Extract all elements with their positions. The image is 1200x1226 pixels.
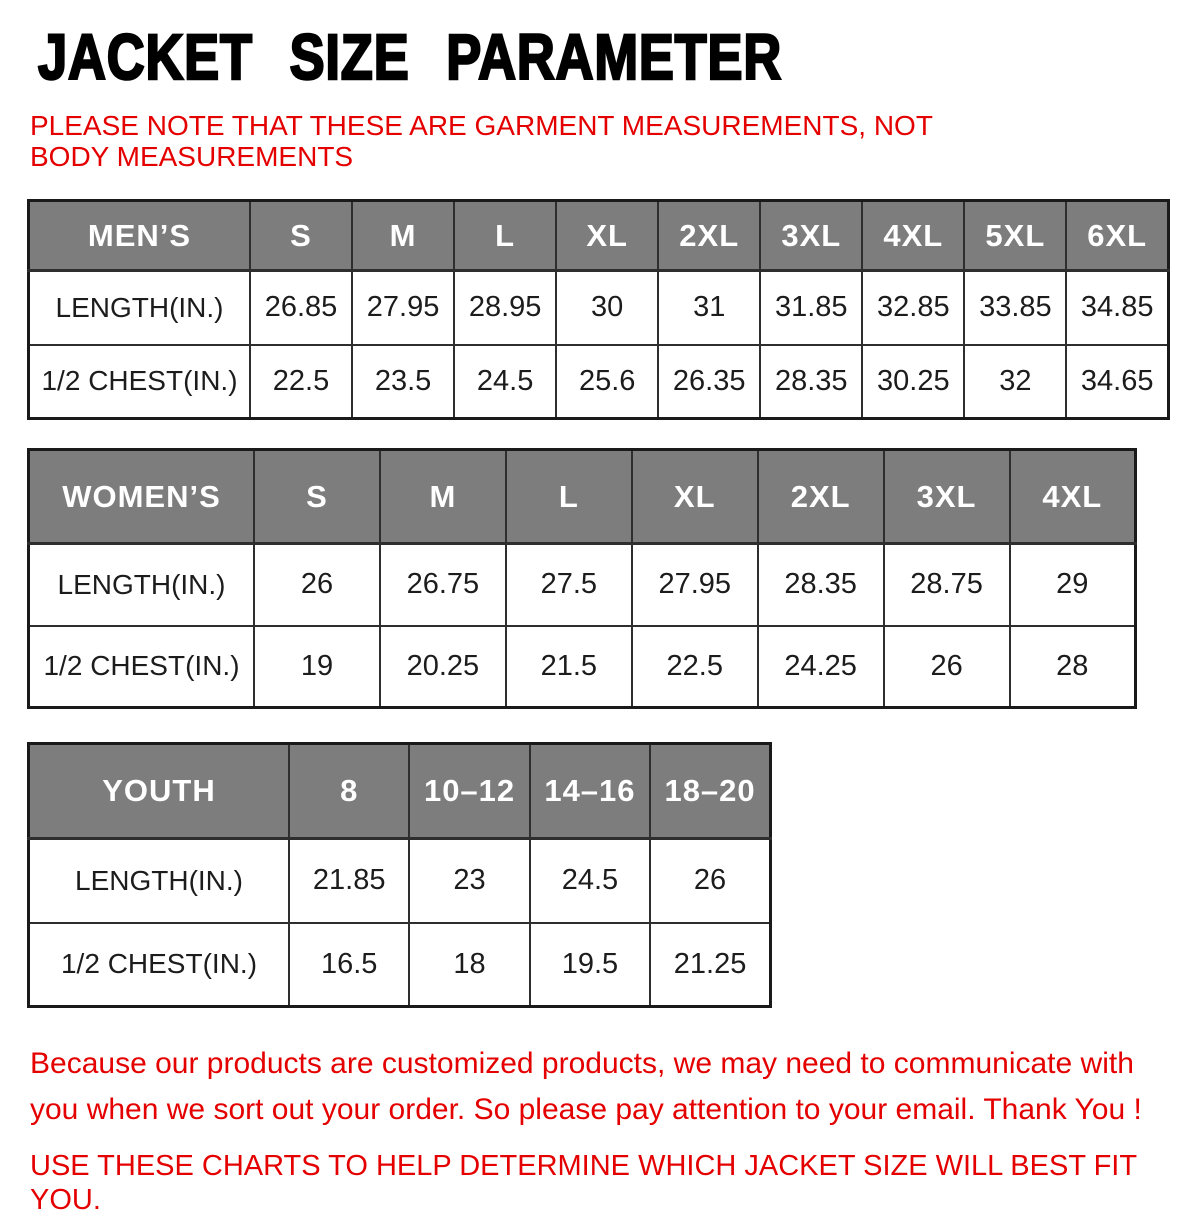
size-table-head	[29, 450, 1136, 544]
measurement-value-cell: 26.85	[250, 271, 352, 345]
measurement-label-cell: 1/2 CHEST(IN.)	[29, 923, 290, 1007]
measurement-value-cell: 23.5	[352, 345, 454, 419]
measurement-value-cell: 34.85	[1066, 271, 1168, 345]
measurement-value-cell: 26	[884, 626, 1010, 708]
measurement-value-cell: 20.25	[380, 626, 506, 708]
measurement-value-cell: 34.65	[1066, 345, 1168, 419]
measurement-value-cell: 32.85	[862, 271, 964, 345]
size-column-header: 6XL	[1066, 201, 1168, 271]
measurement-value-cell: 24.5	[454, 345, 556, 419]
measurement-value-cell: 27.5	[506, 544, 632, 626]
group-label-cell: WOMEN’S	[29, 450, 255, 544]
group-label-cell: MEN’S	[29, 201, 251, 271]
chart-usage-hint: USE THESE CHARTS TO HELP DETERMINE WHICH JACKET SIZE WILL BEST FIT YOU.	[30, 1150, 1137, 1216]
measurement-label-cell: LENGTH(IN.)	[29, 271, 251, 345]
measurement-value-cell: 19	[254, 626, 380, 708]
measurement-value-cell: 21.85	[289, 839, 409, 923]
size-column-header: 3XL	[884, 450, 1010, 544]
measurement-value-cell: 30	[556, 271, 658, 345]
measurement-value-cell: 28	[1010, 626, 1136, 708]
measurement-value-cell: 24.25	[758, 626, 884, 708]
mens-size-table	[27, 199, 1170, 420]
size-column-header: 4XL	[862, 201, 964, 271]
measurement-value-cell: 29	[1010, 544, 1136, 626]
size-column-header: L	[454, 201, 556, 271]
measurement-label-cell: 1/2 CHEST(IN.)	[29, 345, 251, 419]
size-column-header: S	[254, 450, 380, 544]
measurement-label-cell: LENGTH(IN.)	[29, 839, 290, 923]
size-column-header: 10–12	[409, 744, 529, 839]
measurement-value-cell: 26.75	[380, 544, 506, 626]
measurement-value-cell: 28.75	[884, 544, 1010, 626]
garment-measurement-note: PLEASE NOTE THAT THESE ARE GARMENT MEASUREMENTS, NOT BODY MEASUREMENTS	[30, 110, 933, 172]
measurement-value-cell: 27.95	[632, 544, 758, 626]
measurement-row	[29, 345, 1169, 419]
measurement-label-cell: 1/2 CHEST(IN.)	[29, 626, 255, 708]
measurement-value-cell: 28.95	[454, 271, 556, 345]
size-column-header: XL	[632, 450, 758, 544]
measurement-row	[29, 626, 1136, 708]
measurement-row	[29, 271, 1169, 345]
size-column-header: 5XL	[964, 201, 1066, 271]
group-label-cell: YOUTH	[29, 744, 290, 839]
measurement-value-cell: 30.25	[862, 345, 964, 419]
size-column-header: 2XL	[658, 201, 760, 271]
measurement-value-cell: 33.85	[964, 271, 1066, 345]
page-title: JACKET SIZE PARAMETER	[38, 21, 783, 93]
size-column-header: XL	[556, 201, 658, 271]
measurement-row	[29, 544, 1136, 626]
size-column-header: 3XL	[760, 201, 862, 271]
measurement-value-cell: 22.5	[632, 626, 758, 708]
size-column-header: 4XL	[1010, 450, 1136, 544]
womens-size-table	[27, 448, 1137, 709]
measurement-value-cell: 23	[409, 839, 529, 923]
measurement-value-cell: 26	[254, 544, 380, 626]
size-column-header: 2XL	[758, 450, 884, 544]
measurement-value-cell: 26	[650, 839, 770, 923]
size-column-header: S	[250, 201, 352, 271]
measurement-value-cell: 31	[658, 271, 760, 345]
measurement-value-cell: 31.85	[760, 271, 862, 345]
size-table-body	[29, 839, 771, 1007]
measurement-value-cell: 25.6	[556, 345, 658, 419]
size-column-header: M	[380, 450, 506, 544]
size-table-body	[29, 544, 1136, 708]
measurement-value-cell: 19.5	[530, 923, 650, 1007]
footer-notes	[30, 1041, 1200, 1217]
size-table-head	[29, 744, 771, 839]
measurement-row	[29, 839, 771, 923]
size-column-header: 18–20	[650, 744, 770, 839]
size-header-row	[29, 450, 1136, 544]
size-column-header: M	[352, 201, 454, 271]
measurement-value-cell: 32	[964, 345, 1066, 419]
size-column-header: 8	[289, 744, 409, 839]
measurement-row	[29, 923, 771, 1007]
measurement-value-cell: 28.35	[760, 345, 862, 419]
measurement-value-cell: 21.25	[650, 923, 770, 1007]
measurement-value-cell: 26.35	[658, 345, 760, 419]
measurement-value-cell: 28.35	[758, 544, 884, 626]
size-column-header: L	[506, 450, 632, 544]
measurement-value-cell: 21.5	[506, 626, 632, 708]
measurement-value-cell: 22.5	[250, 345, 352, 419]
customization-notice: Because our products are customized products, we may need to communicate with you when we sort out your order. So please pay attention to your email. Thank You !	[30, 1047, 1142, 1126]
size-header-row	[29, 744, 771, 839]
youth-size-table	[27, 742, 772, 1008]
measurement-label-cell: LENGTH(IN.)	[29, 544, 255, 626]
size-column-header: 14–16	[530, 744, 650, 839]
measurement-value-cell: 24.5	[530, 839, 650, 923]
size-table-body	[29, 271, 1169, 419]
size-table-head	[29, 201, 1169, 271]
measurement-value-cell: 27.95	[352, 271, 454, 345]
measurement-value-cell: 18	[409, 923, 529, 1007]
size-header-row	[29, 201, 1169, 271]
measurement-value-cell: 16.5	[289, 923, 409, 1007]
